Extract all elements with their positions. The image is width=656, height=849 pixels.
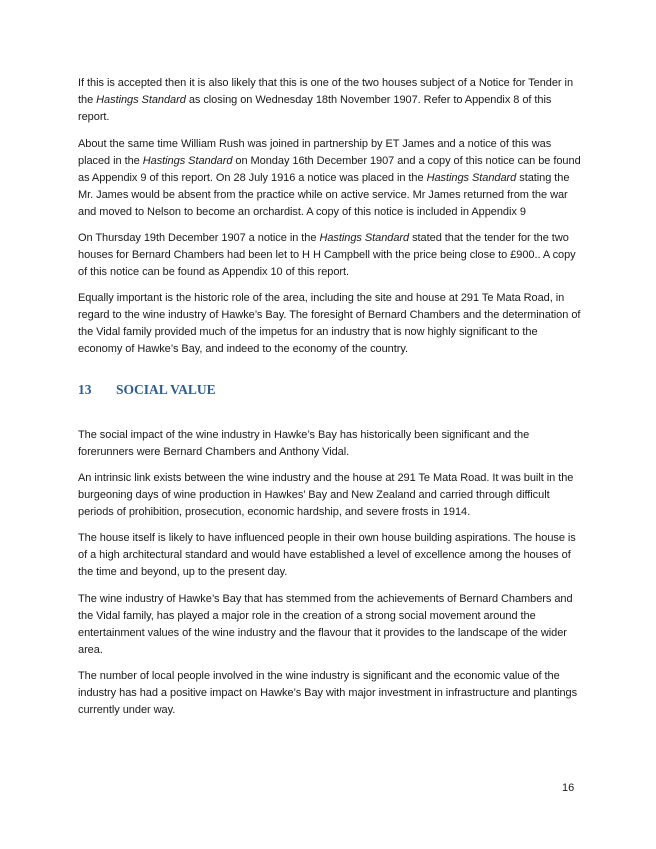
- text-run: The house itself is likely to have influenced people in their own house building aspirations. The house is of a high architectural standard and would have established a level of excellence among the houses of the time and beyond, up to the present day.: [78, 532, 576, 578]
- page-number: 16: [562, 782, 575, 794]
- paragraph-house-influence: [78, 530, 583, 581]
- paragraph-local-people: [78, 668, 583, 719]
- paragraph-tender-let: [78, 230, 583, 281]
- text-run: stating the Mr. James would be absent from the practice while on active service. Mr James returned from the war and moved to Nelson to become an orchardist. A copy of this notice is included in Appendix 9: [78, 172, 570, 218]
- text-run: stated that the tender for the two houses for Bernard Chambers had been let to H H Campbell with the price being close to £900.. A copy of this notice can be found as Appendix 10 of this report.: [78, 232, 576, 278]
- text-run: on Monday 16th December 1907 and a copy of this notice can be found as Appendix 9 of this report. On 28 July 1916 a notice was placed in the: [78, 155, 581, 184]
- text-run: If this is accepted then it is also likely that this is one of the two houses subject of a Notice for Tender in the: [78, 77, 574, 106]
- paragraph-social-impact: [78, 427, 583, 461]
- text-run: On Thursday 19th December 1907 a notice in the: [78, 232, 320, 244]
- text-run: The wine industry of Hawke’s Bay that has stemmed from the achievements of Bernard Chambers and the Vidal family, has played a major role in the creation of a strong social movement around the entertainment values of the wine industry and the flavour that it provides to the landscape of the wider area.: [78, 593, 573, 656]
- italic-text-run: Hastings Standard: [319, 232, 410, 244]
- section-number: 13: [78, 382, 92, 397]
- section-title: SOCIAL VALUE: [116, 382, 216, 397]
- italic-text-run: Hastings Standard: [426, 172, 517, 184]
- text-run: An intrinsic link exists between the wine industry and the house at 291 Te Mata Road. It was built in the burgeoning days of wine production in Hawkes’ Bay and New Zealand and carried through difficult periods of prohibition, prosecution, economic hardship, and severe frosts in 1914.: [78, 472, 574, 518]
- paragraph-tender-notice: [78, 75, 583, 126]
- text-run: Equally important is the historic role of the area, including the site and house at 291 Te Mata Road, in regard to the wine industry of Hawke’s Bay. The foresight of Bernard Chambers and the determination of the Vidal family provided much of the impetus for an industry that is now highly significant to the economy of Hawke’s Bay, and indeed to the economy of the country.: [78, 292, 581, 355]
- italic-text-run: Hastings Standard: [142, 155, 233, 167]
- text-run: About the same time William Rush was joined in partnership by ET James and a notice of this was placed in the: [78, 138, 552, 167]
- text-run: The social impact of the wine industry in Hawke’s Bay has historically been significant and the forerunners were Bernard Chambers and Anthony Vidal.: [78, 429, 530, 458]
- italic-text-run: Hastings Standard: [96, 94, 186, 106]
- paragraph-intrinsic-link: [78, 470, 583, 521]
- paragraph-partnership-notice: [78, 136, 583, 221]
- text-run: The number of local people involved in the wine industry is significant and the economic value of the industry has had a positive impact on Hawke’s Bay with major investment in infrastructure and plantings currently under way.: [78, 670, 578, 716]
- paragraph-wine-industry-role: [78, 591, 583, 659]
- text-run: as closing on Wednesday 18th November 1907. Refer to Appendix 8 of this report.: [78, 94, 552, 123]
- section-heading: [78, 381, 216, 399]
- paragraph-historic-role: [78, 290, 583, 358]
